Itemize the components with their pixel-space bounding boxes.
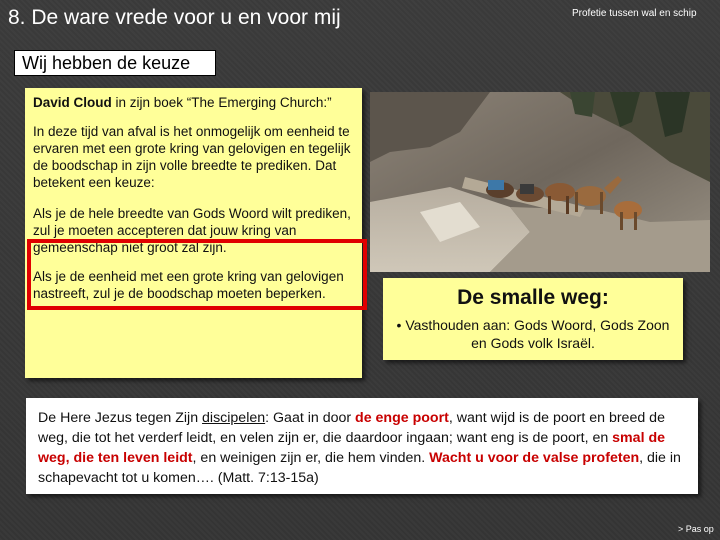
scripture-quote-box [26,398,698,494]
cloud-statement: In deze tijd van afval is het onmogelijk om eenheid te ervaren met een grote kring van gelovigen en tegelijk de boodschap in zijn volle breedte te prediken. Dat betekent een keuze: [33,124,351,190]
quote-text: , want wijd is de poort en breed de weg, die tot het verderf leidt, en velen zijn er, die daardoor ingaan; want eng is de poort, en [38,410,665,446]
option-full-message: Als je de hele breedte van Gods Woord wilt prediken, zul je moeten accepteren dat jouw kring van gemeenschap niet groot zal zijn. [33,206,351,255]
option-large-unity: Als je de eenheid met een grote kring van gelovigen nastreeft, zul je de boodschap moeten beperken. [33,269,344,301]
mountain-trail-photo [370,92,710,272]
quote-to-life: die ten leven leidt [73,450,193,466]
quote-narrow-gate: de enge poort [355,410,449,426]
quote-narrow-way: smal de weg [38,430,666,466]
quote-text: , [65,450,74,466]
choice-label: Wij hebben de keuze [14,50,216,76]
pack-mules-on-narrow-path-image [370,92,710,272]
series-subtitle: Profetie tussen wal en schip [572,8,697,19]
highlight-frame [27,239,367,310]
quote-text: , en weinigen zijn er, die hem vinden. [192,450,430,466]
narrow-way-box [383,278,683,360]
narrow-way-heading: De smalle weg: [457,286,609,309]
quote-disciples: discipelen [202,410,266,426]
book-reference: in zijn boek “The Emerging Church:” [111,95,332,110]
quote-false-prophets-warning: Wacht u voor de valse profeten [429,450,640,466]
quote-text: : Gaat in door [265,410,356,426]
cloud-quote-box [25,88,362,378]
narrow-way-bullet: • Vasthouden aan: Gods Woord, Gods Zoon en Gods volk Israël. [396,317,670,351]
cloud-intro [33,94,354,111]
next-slide-link[interactable]: > Pas op [678,524,714,534]
quote-text: De Here Jezus tegen Zijn [38,410,203,426]
slide-title: 8. De ware vrede voor u en voor mij [8,6,341,29]
author-name: David Cloud [33,95,112,110]
quote-reference: , die in schapevacht tot u komen…. (Matt. 7:13-15a) [38,450,681,486]
